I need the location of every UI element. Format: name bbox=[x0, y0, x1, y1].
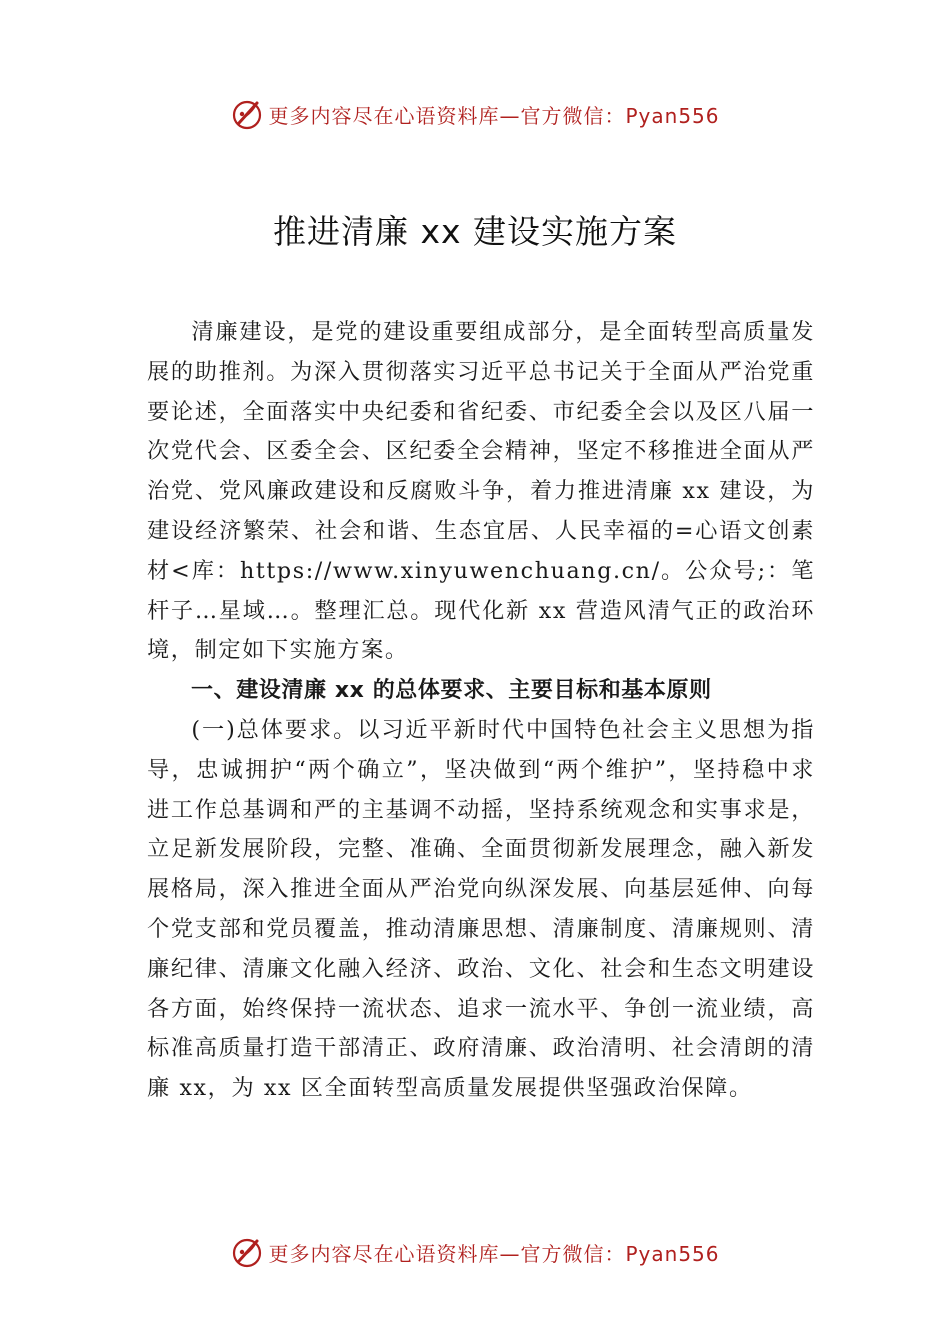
quill-pen-logo-icon bbox=[230, 97, 264, 131]
section-heading-1: 一、建设清廉 xx 的总体要求、主要目标和基本原则 bbox=[191, 678, 712, 704]
banner-slogan: 更多内容尽在心语资料库—官方微信： bbox=[268, 1241, 626, 1266]
document-title: 推进清廉 xx 建设实施方案 bbox=[272, 212, 678, 251]
intro-paragraph: 清廉建设，是党的建设重要组成部分，是全面转型高质量发展的助推剂。为深入贯彻落实习近平总书记关于全面从严治党重要论述，全面落实中央纪委和省纪委、市纪委全会以及区八届一次党代会、区委全会、区纪委全会精神，坚定不移推进全面从严治党、党风廉政建设和反腐败斗争，着力推进清廉 xx 建设，为建设经济繁荣、社会和谐、生态宜居、人民幸福的=心语文创素材<库：https://www.xinyuwenchuang.cn/。公众号;：笔杆子…星域…。整理汇总。现代化新 xx 营造风清气正的政治环境，制定如下实施方案。 bbox=[147, 319, 815, 664]
header-banner bbox=[0, 94, 950, 134]
section-1-paragraph: (一)总体要求。以习近平新时代中国特色社会主义思想为指导，忠诚拥护“两个确立”，坚决做到“两个维护”，坚持稳中求进工作总基调和严的主基调不动摇，坚持系统观念和实事求是，立足新发展阶段，完整、准确、全面贯彻新发展理念，融入新发展格局，深入推进全面从严治党向纵深发展、向基层延伸、向每个党支部和党员覆盖，推动清廉思想、清廉制度、清廉规则、清廉纪律、清廉文化融入经济、政治、文化、社会和生态文明建设各方面，始终保持一流状态、追求一流水平、争创一流业绩，高标准高质量打造干部清正、政府清廉、政治清明、社会清朗的清廉 xx，为 xx 区全面转型高质量发展提供坚强政治保障。 bbox=[147, 716, 815, 1102]
banner-slogan: 更多内容尽在心语资料库—官方微信： bbox=[268, 103, 626, 128]
document-body bbox=[147, 313, 815, 1109]
banner-wechat-account: Pyan556 bbox=[625, 103, 720, 128]
quill-pen-logo-icon bbox=[230, 1235, 264, 1269]
banner-text bbox=[268, 1238, 719, 1267]
banner-wechat-account: Pyan556 bbox=[625, 1241, 720, 1266]
footer-banner bbox=[0, 1232, 950, 1272]
banner-text bbox=[268, 100, 719, 129]
